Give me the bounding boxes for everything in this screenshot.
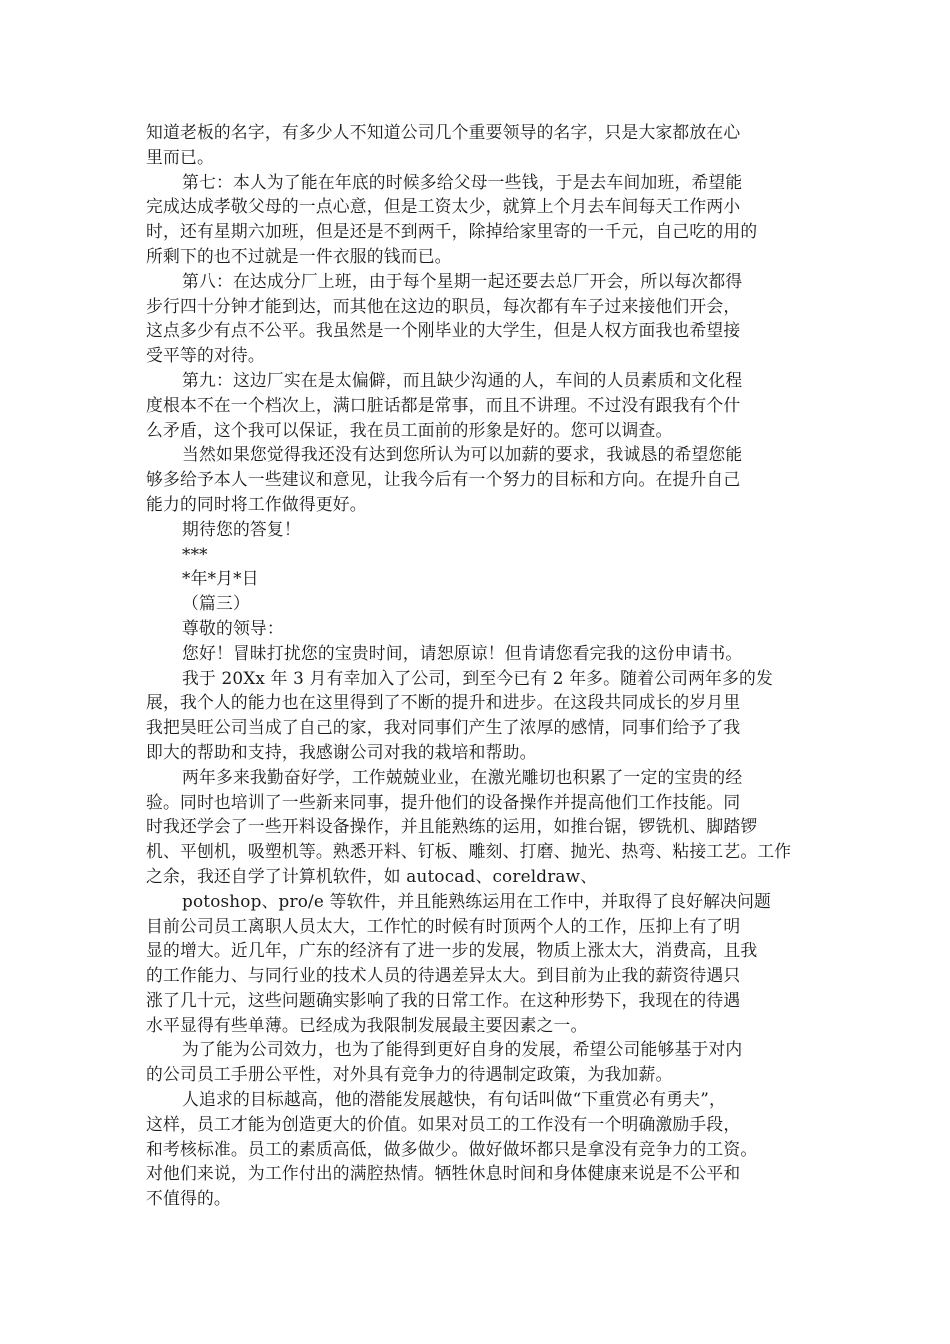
text-line: 步行四十分钟才能到达，而其他在这边的职员，每次都有车子过来接他们开会， xyxy=(146,295,741,316)
text-line: 受平等的对待。 xyxy=(146,345,265,366)
text-line: *年*月*日 xyxy=(182,568,259,589)
text-line: 展，我个人的能力也在这里得到了不断的提升和进步。在这段共同成长的岁月里 xyxy=(146,692,741,713)
text-line: 我于 20Xx 年 3 月有幸加入了公司，到至今已有 2 年多。随着公司两年多的发 xyxy=(182,667,773,688)
text-line: 水平显得有些单薄。已经成为我限制发展最主要因素之一。 xyxy=(146,1014,588,1035)
text-line: 尊敬的领导： xyxy=(182,617,284,638)
text-line: 第八：在达成分厂上班，由于每个星期一起还要去总厂开会，所以每次都得 xyxy=(182,270,743,291)
text-line: 和考核标准。员工的素质高低，做多做少。做好做坏都只是拿没有竞争力的工资。 xyxy=(146,1138,758,1159)
text-line: 不值得的。 xyxy=(146,1188,231,1209)
text-line: 人追求的目标越高，他的潜能发展越快，有句话叫做“下重赏必有勇夫”， xyxy=(182,1089,726,1110)
text-line: 您好！冒昧打扰您的宝贵时间，请恕原谅！但肯请您看完我的这份申请书。 xyxy=(182,642,743,663)
text-line: 之余，我还自学了计算机软件，如 autocad、coreldraw、 xyxy=(146,865,598,886)
text-line: 里而已。 xyxy=(146,146,214,167)
text-line: 第七：本人为了能在年底的时候多给父母一些钱，于是去车间加班，希望能 xyxy=(182,171,743,192)
text-line: 期待您的答复！ xyxy=(182,518,301,539)
text-line: 第九：这边厂实在是太偏僻，而且缺少沟通的人，车间的人员素质和文化程 xyxy=(182,369,743,390)
text-line: 目前公司员工离职人员太大，工作忙的时候有时顶两个人的工作，压抑上有了明 xyxy=(146,915,741,936)
text-line: 度根本不在一个档次上，满口脏话都是常事，而且不讲理。不过没有跟我有个什 xyxy=(146,394,741,415)
text-line: potoshop、pro/e 等软件，并且能熟练运用在工作中，并取得了良好解决问题 xyxy=(182,890,772,911)
text-line: 显的增大。近几年，广东的经济有了进一步的发展，物质上涨太大，消费高，且我 xyxy=(146,940,758,961)
text-line: 时，还有星期六加班，但是还是不到两千，除掉给家里寄的一千元，自己吃的用的 xyxy=(146,221,758,242)
text-line: 所剩下的也不过就是一件衣服的钱而已。 xyxy=(146,245,452,266)
text-line: 我把昊旺公司当成了自己的家，我对同事们产生了浓厚的感情，同事们给予了我 xyxy=(146,717,741,738)
text-line: 完成达成孝敬父母的一点心意，但是工资太少，就算上个月去车间每天工作两小 xyxy=(146,196,741,217)
text-line: 即大的帮助和支持，我感谢公司对我的栽培和帮助。 xyxy=(146,741,537,762)
text-line: 这点多少有点不公平。我虽然是一个刚毕业的大学生，但是人权方面我也希望接 xyxy=(146,320,741,341)
text-line: 的工作能力、与同行业的技术人员的待遇差异太大。到目前为止我的薪资待遇只 xyxy=(146,965,741,986)
text-line: 验。同时也培训了一些新来同事，提升他们的设备操作并提高他们工作技能。同 xyxy=(146,791,741,812)
text-line: （篇三） xyxy=(182,593,250,614)
text-line: 么矛盾，这个我可以保证，我在员工面前的形象是好的。您可以调查。 xyxy=(146,419,673,440)
text-line: 够多给予本人一些建议和意见，让我今后有一个努力的目标和方向。在提升自己 xyxy=(146,469,741,490)
text-line: 机、平刨机，吸塑机等。熟悉开料、钉板、雕刻、打磨、抛光、热弯、粘接工艺。工作 xyxy=(146,841,792,862)
document-body xyxy=(146,120,818,1211)
text-line: 为了能为公司效力，也为了能得到更好自身的发展，希望公司能够基于对内 xyxy=(182,1039,743,1060)
text-line: 对他们来说，为工作付出的满腔热情。牺牲休息时间和身体健康来说是不公平和 xyxy=(146,1163,741,1184)
text-line: 两年多来我勤奋好学，工作兢兢业业，在激光雕切也积累了一定的宝贵的经 xyxy=(182,766,743,787)
text-line: 时我还学会了一些开料设备操作，并且能熟练的运用，如推台锯，锣铣机、脚踏锣 xyxy=(146,816,758,837)
text-line: 知道老板的名字，有多少人不知道公司几个重要领导的名字，只是大家都放在心 xyxy=(146,122,741,142)
text-line: 这样，员工才能为创造更大的价值。如果对员工的工作没有一个明确激励手段， xyxy=(146,1113,741,1134)
text-line: 的公司员工手册公平性，对外具有竞争力的待遇制定政策，为我加薪。 xyxy=(146,1064,673,1085)
text-line: 能力的同时将工作做得更好。 xyxy=(146,493,367,514)
text-line: 涨了几十元，这些问题确实影响了我的日常工作。在这种形势下，我现在的待遇 xyxy=(146,989,741,1010)
text-line: 当然如果您觉得我还没有达到您所认为可以加薪的要求，我诚恳的希望您能 xyxy=(182,444,743,465)
text-line: *** xyxy=(182,543,208,564)
